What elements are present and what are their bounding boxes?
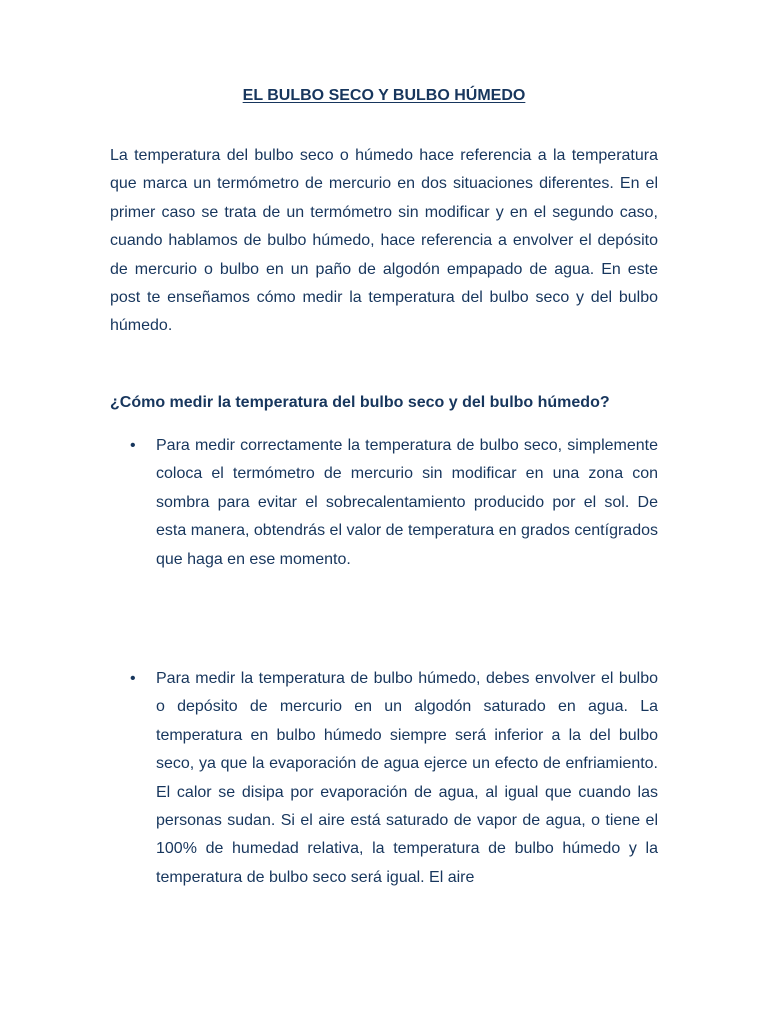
- bullet-icon: •: [130, 670, 136, 687]
- list-item-text: Para medir correctamente la temperatura de bulbo seco, simplemente coloca el termómetro de mercurio sin modificar en una zona con sombra para evitar el sobrecalentamiento producido por el sol. De esta manera, obtendrás el valor de temperatura en grados centígrados que haga en ese momento.: [156, 437, 658, 568]
- section-heading: ¿Cómo medir la temperatura del bulbo seco y del bulbo húmedo?: [110, 394, 610, 411]
- list-item-text: Para medir la temperatura de bulbo húmedo, debes envolver el bulbo o depósito de mercurio en un algodón saturado en agua. La temperatura en bulbo húmedo siempre será inferior a la del bulbo seco, ya que la evaporación de agua ejerce un efecto de enfriamiento. El calor se disipa por evaporación de agua, al igual que cuando las personas sudan. Si el aire está saturado de vapor de agua, o tiene el 100% de humedad relativa, la temperatura de bulbo húmedo y la temperatura de bulbo seco será igual. El aire: [156, 670, 658, 886]
- bullet-icon: •: [130, 437, 136, 454]
- intro-paragraph: La temperatura del bulbo seco o húmedo hace referencia a la temperatura que marca un termómetro de mercurio en dos situaciones diferentes. En el primer caso se trata de un termómetro sin modificar y en el segundo caso, cuando hablamos de bulbo húmedo, hace referencia a envolver el depósito de mercurio o bulbo en un paño de algodón empapado de agua. En este post te enseñamos cómo medir la temperatura del bulbo seco y del bulbo húmedo.: [110, 147, 658, 335]
- document-title: EL BULBO SECO Y BULBO HÚMEDO: [242, 87, 526, 104]
